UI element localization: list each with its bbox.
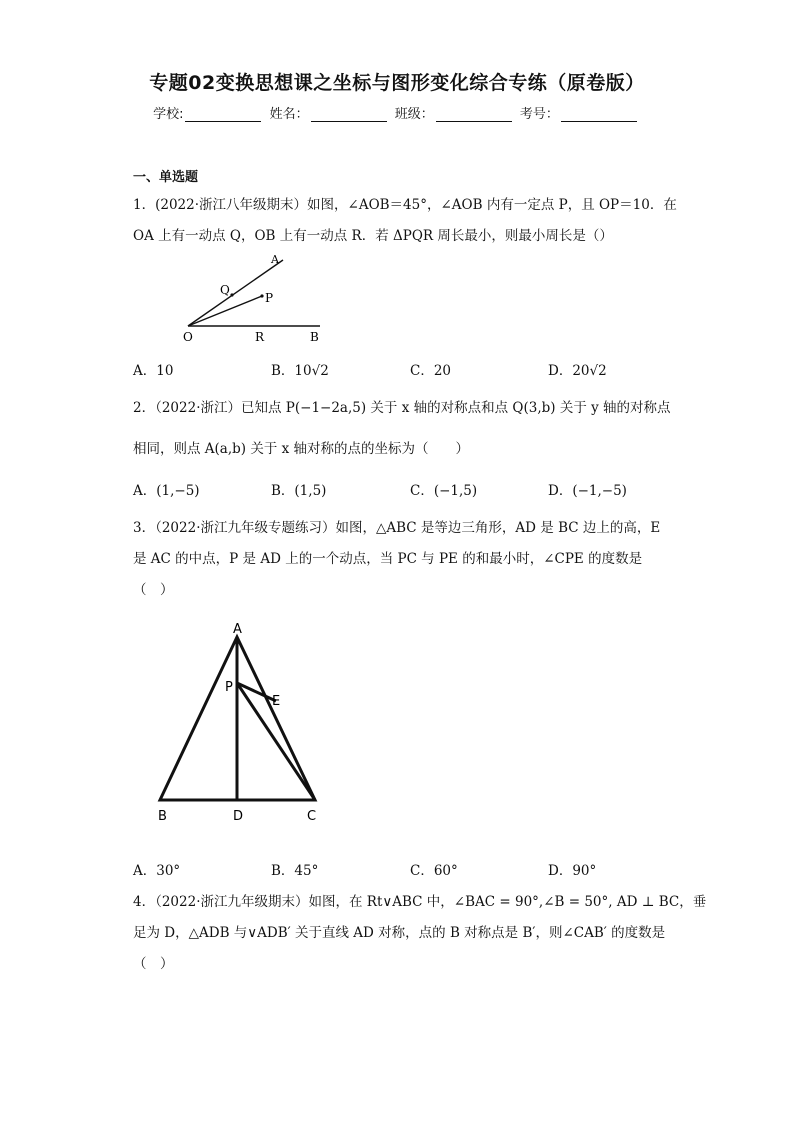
point-p [260,294,263,297]
number-blank[interactable] [561,109,637,122]
label-q: Q [220,283,230,297]
q3-figure [150,615,340,830]
q2-option-b[interactable]: B．(1,5) [271,483,327,499]
section-heading: 一、单选题 [133,170,199,185]
label-b: B [310,330,319,344]
class-label: 班级： [394,107,434,122]
school-label: 学校: [153,107,184,122]
label-p: P [265,291,274,305]
q3-option-a[interactable]: A．30° [133,863,181,879]
student-info-row [0,103,794,122]
label-c: C [307,809,317,824]
school-blank[interactable] [185,109,261,122]
q2-option-a[interactable]: A．(1,−5) [133,483,200,499]
q1-option-d[interactable]: D．20√2 [548,363,607,379]
q1-option-c[interactable]: C．20 [410,363,452,379]
q3-option-b[interactable]: B．45° [271,863,319,879]
q4-line2: 足为 D，△ADB 与∨ADB′ 关于直线 AD 对称，点的 B 对称点是 B′，则∠CAB′ 的度数是 [133,925,666,941]
q3-line3: （ ） [133,582,174,598]
q3-line2: 是 AC 的中点，P 是 AD 上的一个动点，当 PC 与 PE 的和最小时，∠CPE 的度数是 [133,551,643,567]
label-o: O [183,330,193,344]
q4-line1: 4．（2022·浙江九年级期末）如图，在 Rt∨ABC 中，∠BAC = 90°,∠B = 50°, AD ⊥ BC，垂 [133,894,707,910]
label-a: A [233,622,242,637]
label-r: R [255,330,265,344]
q1-option-a[interactable]: A．10 [133,363,174,379]
point-q [230,293,233,296]
q2-line2: 相同，则点 A(a,b) 关于 x 轴对称的点的坐标为（ ） [133,441,470,457]
q2-option-d[interactable]: D．(−1,−5) [548,483,627,499]
label-e: E [272,694,281,709]
label-p: P [225,680,233,695]
name-label: 姓名： [269,107,309,122]
class-blank[interactable] [436,109,512,122]
q2-line1: 2．（2022·浙江）已知点 P(−1−2a,5) 关于 x 轴的对称点和点 Q(3,b) 关于 y 轴的对称点 [133,400,671,416]
q4-line3: （ ） [133,956,174,972]
label-a: A [271,253,279,266]
q1-line1: 1．(2022·浙江八年级期末）如图，∠AOB＝45°，∠AOB 内有一定点 P，且 OP＝10．在 [133,197,677,213]
page-title: 专题02变换思想课之坐标与图形变化综合专练（原卷版） [149,72,645,94]
name-blank[interactable] [311,109,387,122]
q1-line2: OA 上有一动点 Q，OB 上有一动点 R．若 ΔPQR 周长最小，则最小周长是（） [133,228,613,244]
q1-option-b[interactable]: B．10√2 [271,363,329,379]
q3-line1: 3．（2022·浙江九年级专题练习）如图，△ABC 是等边三角形，AD 是 BC 边上的高，E [133,520,661,536]
label-b: B [158,809,167,824]
number-label: 考号： [519,107,559,122]
q3-option-d[interactable]: D．90° [548,863,597,879]
q3-option-c[interactable]: C．60° [410,863,458,879]
q2-option-c[interactable]: C．(−1,5) [410,483,478,499]
label-d: D [233,809,244,824]
q1-figure [180,250,340,345]
